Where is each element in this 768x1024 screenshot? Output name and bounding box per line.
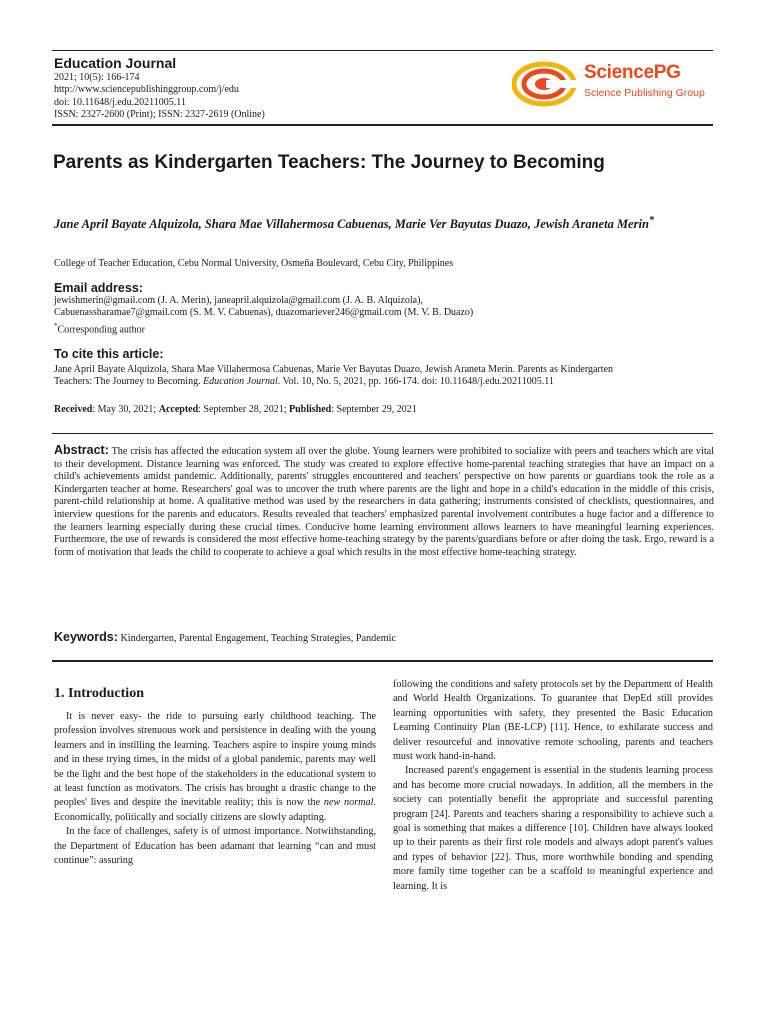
corresponding-note: *Corresponding author: [54, 321, 145, 336]
abstract-heading: Abstract:: [54, 443, 109, 457]
email-block: [54, 295, 714, 337]
sciencepg-logo: [512, 56, 712, 110]
corresponding-mark: *: [648, 215, 655, 226]
logo-name: SciencePG: [584, 62, 681, 83]
abstract-bottom-rule: [52, 660, 713, 662]
sciencepg-logo-icon: [512, 60, 578, 108]
journal-title: Education Journal: [54, 55, 177, 71]
paragraph: It is never easy- the ride to pursuing early childhood teaching. The profession involves strenuous work and persistence in dealing with the young learners and in instilling the learning. Teachers aspire to inspire young minds and in these trying times, in the midst of a global pandemic, parents may well be the light and the best hope of the stakeholders in the educational system to at least function as motivators. The crisis has brought a drastic change to the peoples' lives and despite the inevitable reality; this is now the new normal. Economically, politically and socially citizens are slowly adapting.: [54, 711, 377, 823]
citation-line: 2021; 10(5): 166-174: [54, 72, 140, 83]
logo-tagline: Science Publishing Group: [584, 87, 705, 99]
journal-url-link[interactable]: http://www.sciencepublishinggroup.com/j/edu: [54, 84, 239, 96]
email-line: Cabuenassharamae7@gmail.com (S. M. V. Cabuenas), duazomariever246@gmail.com (M. V. B. Duazo): [54, 307, 474, 319]
cite-line: Jane April Bayate Alquizola, Shara Mae Villahermosa Cabuenas, Marie Ver Bayutas Duazo, Jewish Araneta Merin. Parents as Kindergarten: [54, 364, 613, 375]
paper-title: Parents as Kindergarten Teachers: The Journey to Becoming: [53, 152, 605, 173]
keywords-text: Kindergarten, Parental Engagement, Teaching Strategies, Pandemic: [120, 633, 397, 644]
keywords: [54, 630, 396, 644]
doi-line: doi: 10.11648/j.edu.20211005.11: [54, 96, 186, 108]
affiliation: College of Teacher Education, Cebu Normal University, Osmeña Boulevard, Cebu City, Philippines: [54, 258, 454, 269]
cite-line: Teachers: The Journey to Becoming. Education Journal. Vol. 10, No. 5, 2021, pp. 166-174. doi: 10.11648/j.edu.20211005.11: [54, 376, 554, 388]
abstract: [54, 444, 714, 559]
journal-meta: [54, 72, 265, 122]
header-rule: [52, 124, 713, 126]
paragraph: following the conditions and safety protocols set by the Department of Health and World Health Organizations. To guarantee that DepEd still provides learning opportunities with safety, they presented the Basic Education Learning Continuity Plan (BE-LCP) [11]. Hence, to exhilarate success and deliver resourceful and innovative remote schooling, parents and teachers must work hand-in-hand.: [393, 679, 713, 763]
left-column: [54, 710, 376, 868]
paragraph: Increased parent's engagement is essential in the students learning process and has become more crucial nowadays. In addition, all the members in the society can potentially benefit the appropriate and successful parenting program [24]. Parents and teachers sharing a responsibility to achieve such a goal is something that makes a difference [10]. Children have always looked up to their parents as their first role models and always adopt parent's values and types of behavior [22]. Thus, more worthwhile bonding and spending more family time together can be a scaffold to meaningful experience and learning. It is: [393, 765, 713, 892]
cite-block: [54, 364, 714, 389]
paragraph: In the face of challenges, safety is of utmost importance. Notwithstanding, the Department of Education has been adamant that learning “can and must continue”: assuring: [54, 826, 376, 867]
right-column: [393, 678, 713, 894]
cite-heading: To cite this article:: [54, 347, 164, 361]
top-rule: [52, 50, 713, 51]
author-list: [54, 212, 704, 233]
email-line: jewishmerin@gmail.com (J. A. Merin), janeapril.alquizola@gmail.com (J. A. B. Alquizola),: [54, 295, 423, 306]
abstract-text: The crisis has affected the education system all over the globe. Young learners were prohibited to socialize with peers and teachers which are vital to their development. Distance learning was enforced. The study was created to explore effective home-parental teaching strategies that have an impact on a child's achievements amidst pandemic. Additionally, parents' struggles encountered and teachers' perspective on how parents or guardians took the role as a Kindergarten teacher at home. Researchers' goal was to uncover the truth where parents are the light and hope in a child's education in the middle of this crisis, parent-child relationship at home. A qualitative method was used by the researchers in data gathering; instruments consisted of checklists, questionnaires, and interview questions for the parents and educators. Results revealed that teachers' emphasized parental involvement contributes a huge factor and a difference to the learners learning especially during these crucial times. Conducive home learning environment allows learners to have meaningful learning experiences. Furthermore, the use of rewards is considered the most effective home-teaching strategy by the parents/guardians before or after doing the task. Ergo, reward is a form of motivation that leads the child to cooperate to achieve a goal which results in the most effective home-teaching strategy.: [54, 446, 714, 558]
authors-text: Jane April Bayate Alquizola, Shara Mae Villahermosa Cabuenas, Marie Ver Bayutas Duazo, Jewish Araneta Merin: [54, 217, 649, 232]
email-heading: Email address:: [54, 281, 143, 295]
issn-line: ISSN: 2327-2600 (Print); ISSN: 2327-2619 (Online): [54, 109, 265, 121]
intro-heading: 1. Introduction: [54, 686, 144, 701]
article-dates: Received: May 30, 2021; Accepted: September 28, 2021; Published: September 29, 2021: [54, 404, 417, 415]
abstract-top-rule: [52, 433, 713, 434]
keywords-heading: Keywords:: [54, 630, 118, 644]
